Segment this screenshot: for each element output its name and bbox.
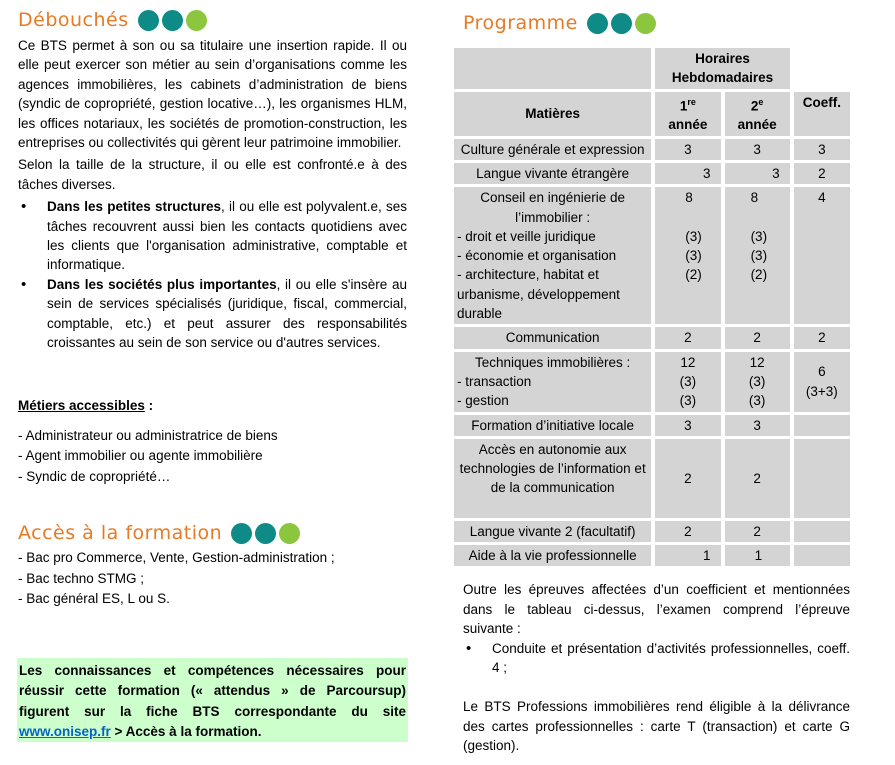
subject-sub: - droit et veille juridique: [457, 228, 596, 244]
hours-cell: 2: [655, 521, 720, 542]
programme-table: [450, 45, 854, 569]
decorative-dots: [231, 523, 300, 544]
subject-cell: Communication: [454, 327, 651, 348]
coeff-header: Coeff.: [794, 92, 850, 136]
list-item: - Bac général ES, L ou S.: [18, 591, 170, 606]
table-row: [454, 545, 850, 566]
teal-dot-icon: [587, 13, 608, 34]
bullet-bold: Dans les petites structures: [47, 199, 222, 215]
teal-dot-icon: [611, 13, 632, 34]
coeff-cell: [794, 415, 850, 436]
coeff-sub: (3+3): [805, 383, 838, 399]
header-spacer-cell: [794, 48, 850, 89]
hours-cell: [655, 187, 720, 324]
list-item: [18, 275, 407, 353]
hours-cell: 3: [725, 139, 790, 160]
table-row: [454, 139, 850, 160]
subject-cell: [454, 352, 651, 412]
hours-cell: 3: [655, 139, 720, 160]
debouches-taille: Selon la taille de la structure, il ou elle est confronté.e à des tâches diverses.: [18, 157, 407, 192]
hours-value: 8: [750, 190, 759, 206]
parcoursup-note: [17, 658, 408, 742]
hours-sub: (3): [679, 373, 697, 389]
debouches-text: [18, 36, 407, 353]
green-dot-icon: [279, 523, 300, 544]
table-row: [454, 187, 850, 324]
coeff-cell: 3: [794, 139, 850, 160]
teal-dot-icon: [255, 523, 276, 544]
hours-sub: (2): [685, 267, 702, 283]
green-dot-icon: [635, 13, 656, 34]
subject-cell: Formation d’initiative locale: [454, 415, 651, 436]
table-row: [454, 163, 850, 184]
hours-value: 8: [685, 190, 693, 206]
subject-sub: - économie et organisation: [457, 248, 617, 264]
hours-cell: 2: [655, 327, 720, 348]
table-row: [454, 415, 850, 436]
list-item: [18, 197, 407, 275]
coeff-cell: [794, 545, 850, 566]
coeff-cell: [794, 352, 850, 412]
hours-sub: (3): [750, 228, 768, 244]
green-dot-icon: [186, 10, 207, 31]
bullet-bold: Dans les sociétés plus importantes: [47, 276, 277, 292]
hours-sub: (3): [748, 373, 766, 389]
annee1-num: 1: [679, 98, 688, 114]
hours-sub: (3): [685, 228, 702, 244]
annee1-word: année: [668, 117, 708, 133]
metiers-colon: :: [144, 398, 154, 413]
annee2-num: 2: [750, 98, 759, 114]
list-item: • Conduite et présentation d’activités professionnelles, coeff. 4 ;: [463, 639, 850, 678]
hours-cell: 1: [725, 545, 790, 566]
hours-cell: 2: [725, 439, 790, 518]
subject-cell: Accès en autonomie aux technologies de l’information et de la communication: [454, 439, 651, 518]
coeff-cell: 4: [794, 187, 850, 324]
subject-cell: Langue vivante étrangère: [454, 163, 651, 184]
subject-label: Techniques immobilières :: [474, 354, 631, 370]
programme-title: Programme: [463, 12, 578, 34]
hours-value: 12: [680, 354, 696, 370]
table-row: [454, 352, 850, 412]
list-item: - Bac pro Commerce, Vente, Gestion-administration ;: [18, 550, 335, 565]
bullet-text: , il ou elle est polyvalent.e, ses tâches recouvrent aussi bien les contacts quotidiens avec les clients que l'organisation administrative, comptable et informatique.: [47, 199, 407, 273]
hours-cell: [725, 352, 790, 412]
acces-heading: [18, 522, 300, 544]
examen-list: [463, 639, 850, 678]
acces-title: Accès à la formation: [18, 522, 223, 544]
header-blank-cell: [454, 48, 651, 89]
debouches-intro: Ce BTS permet à son ou sa titulaire une insertion rapide. Il ou elle peut exercer son métier au sein d’organisations comme les agences immobilières, les cabinets d’administration de biens (syndic de copropriété, gestion locative…), les organismes HLM, les offices notariaux, les sociétés de promotion-construction, les entreprises ou collectivités qui gèrent leur patrimoine immobilier.: [18, 38, 407, 151]
subject-cell: [454, 187, 651, 324]
hours-cell: 2: [655, 439, 720, 518]
list-item: - Syndic de copropriété…: [18, 468, 171, 484]
annee1-header: [655, 92, 720, 136]
horaires-header: Horaires Hebdomadaires: [655, 48, 789, 89]
table-header-row: [454, 48, 850, 89]
hours-cell: 3: [725, 415, 790, 436]
subject-cell: Langue vivante 2 (facultatif): [454, 521, 651, 542]
hours-cell: 2: [725, 327, 790, 348]
subject-sub: - architecture, habitat et urbanisme, développement durable: [457, 267, 620, 322]
subject-cell: Culture générale et expression: [454, 139, 651, 160]
coeff-cell: [794, 439, 850, 518]
debouches-heading: [18, 9, 207, 31]
note-after: > Accès à la formation.: [110, 723, 262, 739]
hours-value: 12: [749, 354, 765, 370]
metiers-label: Métiers accessibles: [18, 398, 145, 413]
hours-cell: 1: [655, 545, 720, 566]
hours-cell: [655, 352, 720, 412]
coeff-value: 6: [818, 364, 826, 380]
structures-list: [18, 197, 407, 352]
subject-sub: - gestion: [457, 393, 509, 409]
table-row: [454, 327, 850, 348]
metiers-section: [18, 396, 407, 487]
hours-sub: (2): [750, 267, 768, 283]
table-row: [454, 439, 850, 518]
annee2-word: année: [737, 117, 777, 133]
hours-cell: [725, 187, 790, 324]
hours-sub: (3): [750, 247, 768, 263]
matieres-header: Matières: [454, 92, 651, 136]
examen-outro: Le BTS Professions immobilières rend éligible à la délivrance des cartes professionnelles : carte T (transaction) et carte G (gestion).: [463, 698, 850, 754]
teal-dot-icon: [138, 10, 159, 31]
programme-heading: [463, 12, 656, 34]
decorative-dots: [138, 10, 207, 31]
teal-dot-icon: [162, 10, 183, 31]
note-text: Les connaissances et compétences nécessaires pour réussir cette formation (« attendus » de Parcoursup) figurent sur la fiche BTS correspondante du site: [19, 663, 406, 719]
bullet-text: , il ou elle s'insère au sein de services spécialisés (juridique, fiscal, commercial, comptable, etc.) et peut assurer des responsabilités croissantes au sein de son service ou d'autres services.: [47, 276, 407, 351]
decorative-dots: [587, 13, 656, 34]
subject-sub: - transaction: [457, 373, 532, 389]
annee1-sup: re: [687, 96, 696, 107]
debouches-title: Débouchés: [18, 9, 129, 31]
coeff-cell: 2: [794, 327, 850, 348]
hours-cell: 3: [725, 163, 790, 184]
subject-label: Conseil en ingénierie de l’immobilier :: [480, 190, 626, 225]
table-row: [454, 521, 850, 542]
hours-cell: 3: [655, 163, 720, 184]
annee2-sup: e: [758, 96, 764, 107]
coeff-cell: 2: [794, 163, 850, 184]
hours-sub: (3): [685, 247, 702, 263]
list-item: - Agent immobilier ou agente immobilière: [18, 448, 263, 463]
list-item: - Administrateur ou administratrice de biens: [18, 427, 278, 443]
subject-cell: Aide à la vie professionnelle: [454, 545, 651, 566]
examen-section: [463, 580, 850, 756]
hours-cell: 2: [725, 521, 790, 542]
onisep-link[interactable]: www.onisep.fr: [19, 723, 111, 739]
list-item: - Bac techno STMG ;: [18, 570, 145, 586]
examen-intro: Outre les épreuves affectées d’un coefficient et mentionnées dans le tableau ci-dessus, l’examen comprend l’épreuve suivante :: [463, 582, 850, 637]
annee2-header: [725, 92, 790, 136]
acces-list: [18, 548, 407, 610]
hours-cell: 3: [655, 415, 720, 436]
coeff-cell: [794, 521, 850, 542]
hours-sub: (3): [748, 393, 766, 409]
teal-dot-icon: [231, 523, 252, 544]
hours-sub: (3): [679, 393, 697, 409]
table-header-row: [454, 92, 850, 136]
